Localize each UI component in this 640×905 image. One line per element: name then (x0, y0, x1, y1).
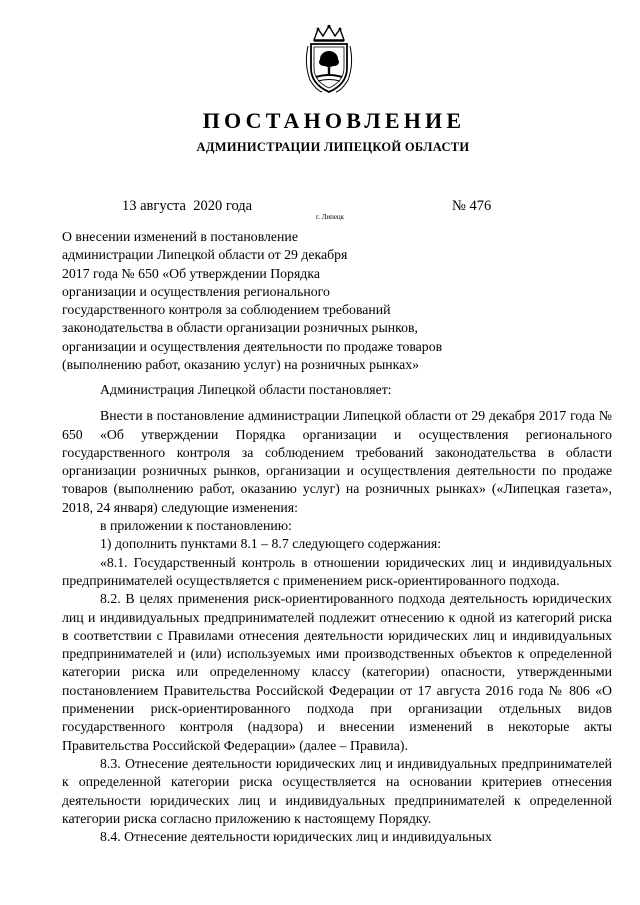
subject-line: О внесении изменений в постановление (62, 229, 298, 244)
body-paragraph: 8.2. В целях применения риск-ориентированного подхода деятельность юридических лиц и индивидуальных предпринимателей подлежит отнесению к одной из категорий риска в соответствии с Правилами отнесения деятельности юридических лиц и индивидуальных предпринимателей и (или) используемых ими производственных объектов к определенной категории риска или определенному классу (категории) опасности, утвержденными постановлением Правительства Российской Федерации от 17 августа 2016 года № 806 «О применении риск-ориентированного подхода при организации отдельных видов государственного контроля (надзора) и внесении изменений в некоторые акты Правительства Российской Федерации» (далее – Правила). (62, 591, 612, 753)
body-paragraph: 8.4. Отнесение деятельности юридических лиц и индивидуальных (100, 829, 492, 845)
body-paragraph: 8.3. Отнесение деятельности юридических лиц и индивидуальных предпринимателей к определенной категории риска осуществляется на основании критериев отнесения деятельности юридических лиц и индивидуальных предпринимателей к определенной категории риска согласно приложению к настоящему Порядку. (62, 755, 612, 826)
document-title: ПОСТАНОВЛЕНИЕ (202, 108, 466, 133)
document-subject (62, 228, 482, 374)
document-number: № 476 (452, 198, 492, 214)
body-paragraph: «8.1. Государственный контроль в отношении юридических лиц и индивидуальных предпринимателей осуществляется с применением риск-ориентированного подхода. (62, 554, 612, 588)
document-date: 13 августа 2020 года (122, 198, 253, 214)
lipetsk-coat-of-arms-icon (300, 24, 358, 96)
issuing-authority: АДМИНИСТРАЦИИ ЛИПЕЦКОЙ ОБЛАСТИ (196, 140, 470, 154)
subject-line: администрации Липецкой области от 29 декабря (62, 247, 348, 263)
body-paragraph: 1) дополнить пунктами 8.1 – 8.7 следующего содержания: (100, 536, 442, 552)
resolution-intro: Администрация Липецкой области постановляет: (100, 382, 392, 397)
subject-line: 2017 года № 650 «Об утверждении Порядка (62, 265, 320, 281)
subject-line: организации и осуществления регионального (62, 283, 330, 299)
body-paragraph: в приложении к постановлению: (100, 518, 292, 534)
subject-line: организации и осуществления деятельности по продаже товаров (62, 338, 443, 354)
document-city: г. Липецк (316, 213, 345, 221)
document-body (62, 377, 612, 846)
subject-line: государственного контроля за соблюдением требований (62, 302, 391, 318)
body-paragraph: Внести в постановление администрации Липецкой области от 29 декабря 2017 года № 650 «Об утверждении Порядка организации и осуществления регионального государственного контроля за соблюдением требований законодательства в области организации розничных рынков, организации и осуществления деятельности по продаже товаров (выполнению работ, оказанию услуг) на розничных рынках» («Липецкая газета», 2018, 24 января) следующие изменения: (62, 408, 612, 515)
subject-line: (выполнению работ, оказанию услуг) на розничных рынках» (62, 357, 420, 373)
subject-line: законодательства в области организации розничных рынков, (62, 320, 418, 336)
